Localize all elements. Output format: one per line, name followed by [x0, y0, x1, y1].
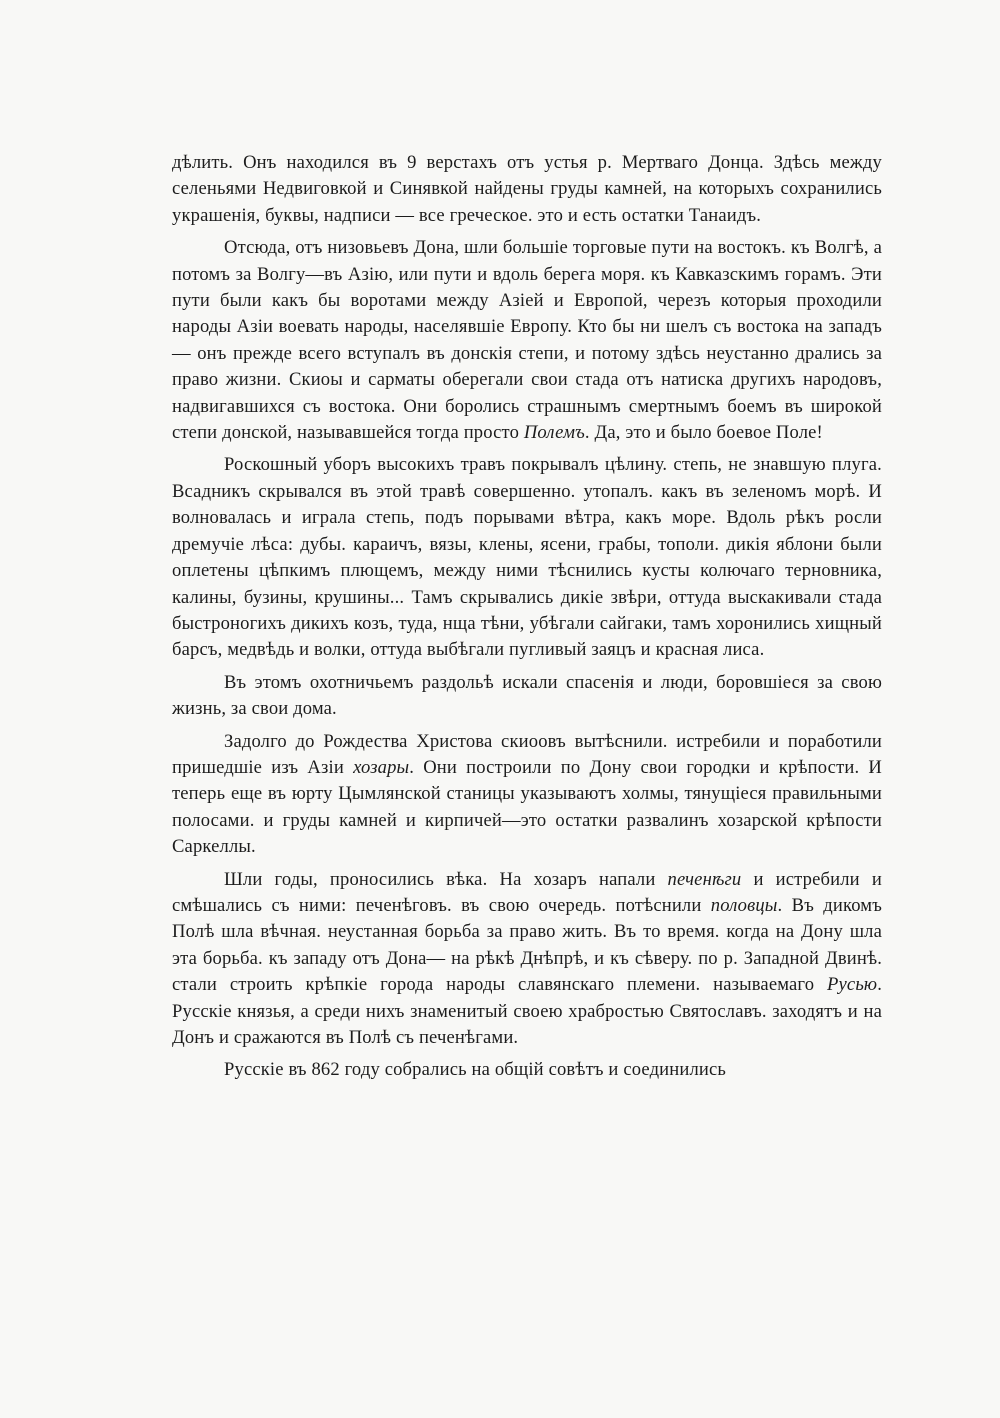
- paragraph-text: дѣлить. Онъ находился въ 9 верстахъ отъ устья р. Мертваго Донца. Здѣсь между селеньями Недвиговкой и Синявкой найдены груды камней, на которыхъ сохранились украшенія, буквы, надписи — все греческое. это и есть остатки Танаидъ.: [172, 152, 882, 226]
- paragraph-text: и истребили и смѣшались съ ними: печенѣговъ. въ свою очередь. потѣснили: [172, 868, 882, 916]
- italic-term: Полемъ: [523, 422, 585, 444]
- paragraph: [172, 670, 882, 723]
- italic-term: Русью: [827, 974, 878, 996]
- paragraph-text: Роскошный уборъ высокихъ травъ покрывалъ цѣлину. степь, не знавшую плуга. Всадникъ скрывался въ этой травѣ совершенно. утопалъ. какъ въ зеленомъ морѣ. И волновалась и играла степь, подъ порывами вѣтра, какъ море. Вдоль рѣкъ росли дремучіе лѣса: дубы. караичъ, вязы, клены, ясени, грабы, тополи. дикія яблони были оплетены цѣпкимъ плющемъ, между ними тѣснились кусты колючаго терновника, калины, бузины, крушины... Тамъ скрывались дикіе звѣри, оттуда выскакивали стада быстроногихъ дикихъ козъ, туда, нща тѣни, убѣгали сайгаки, тамъ хоронились хищный барсъ, медвѣдь и волки, оттуда выбѣгали пугливый заяцъ и красная лиса.: [172, 454, 882, 661]
- paragraph-text: Отсюда, отъ низовьевъ Дона, шли большіе торговые пути на востокъ. къ Волгѣ, а потомъ за Волгу—въ Азію, или пути и вдоль берега моря. къ Кавказскимъ горамъ. Эти пути были какъ бы воротами между Азіей и Европой, черезъ которыя проходили народы Азіи воевать народы, населявшіе Европу. Кто бы ни шелъ съ востока на западъ — онъ прежде всего вступалъ въ донскія степи, и потому здѣсь неустанно дрались за право жизни. Скиоы и сарматы оберегали свои стада отъ натиска другихъ народовъ, надвигавшихся съ востока. Они боролись страшнымъ смертнымъ боемъ въ широкой степи донской, называвшейся тогда просто: [172, 237, 882, 444]
- paragraph-text: Шли годы, проносились вѣка. На хозаръ напали: [224, 868, 668, 890]
- paragraph-text: . Въ дикомъ Полѣ шла вѣчная. неустанная борьба за право жить. Въ то время. когда на Дону шла эта борьба. къ западу отъ Дона— на рѣкѣ Днѣпрѣ, и къ сѣверу. по р. Западной Двинѣ. стали строить крѣпкіе города народы славянскаго племени. называемаго: [172, 894, 882, 996]
- italic-term: хозары: [353, 756, 410, 778]
- body-text: [172, 150, 882, 1084]
- paragraph: [172, 235, 882, 446]
- paragraph-text: . Русскіе князья, а среди нихъ знаменитый своею храбростью Святославъ. заходятъ и на Донъ и сражаются въ Полѣ съ печенѣгами.: [172, 974, 882, 1048]
- italic-term: половцы: [710, 894, 778, 916]
- paragraph-text: . Да, это и было боевое Поле!: [584, 422, 823, 444]
- paragraph-text: Русскіе въ 862 году собрались на общій совѣтъ и соединились: [224, 1059, 727, 1081]
- italic-term: печенѣги: [667, 868, 742, 890]
- paragraph-text: Задолго до Рождества Христова скиоовъ вытѣснили. истребили и поработили пришедшіе изъ Азіи: [172, 730, 882, 778]
- paragraph: [172, 452, 882, 663]
- paragraph: [172, 729, 882, 861]
- paragraph-text: Въ этомъ охотничьемъ раздольѣ искали спасенія и люди, боровшіеся за свою жизнь, за свои дома.: [172, 671, 882, 720]
- paragraph: [172, 150, 882, 229]
- paragraph-text: . Они построили по Дону свои городки и крѣпости. И теперь еще въ юрту Цымлянской станицы указываютъ холмы, тянущіеся правильными полосами. и груды камней и кирпичей—это остатки развалинъ хозарской крѣпости Саркеллы.: [172, 756, 882, 858]
- paragraph: [172, 1057, 882, 1083]
- paragraph: [172, 867, 882, 1052]
